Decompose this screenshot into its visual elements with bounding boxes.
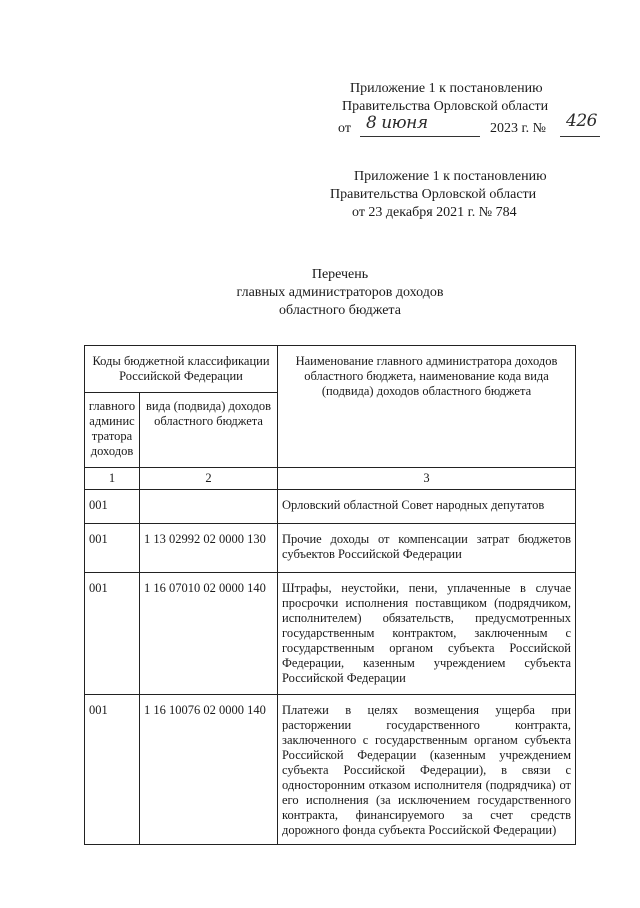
annex-previous-line1: Приложение 1 к постановлению	[354, 169, 547, 184]
annex-previous-block	[330, 168, 600, 222]
row-name: Орловский областной Совет народных депутатов	[278, 490, 576, 524]
col-number-3: 3	[278, 468, 576, 490]
header-admin: главного админис тратора доходов	[85, 393, 140, 468]
handwritten-date: 8 июня	[366, 113, 428, 133]
row-admin-code: 001	[85, 695, 140, 845]
row-income-code: 1 13 02992 02 0000 130	[140, 524, 278, 573]
col-number-1: 1	[85, 468, 140, 490]
col-number-2: 2	[140, 468, 278, 490]
row-admin-code: 001	[85, 490, 140, 524]
number-underline	[560, 136, 600, 137]
annex-current-line1: Приложение 1 к постановлению	[350, 81, 543, 96]
annex-current-line2: Правительства Орловской области	[342, 99, 549, 114]
row-income-code	[140, 490, 278, 524]
table-header-row	[85, 346, 576, 393]
column-numbers-row	[85, 468, 576, 490]
title-line1: Перечень	[311, 267, 369, 282]
row-admin-code: 001	[85, 524, 140, 573]
date-prefix: от	[338, 121, 351, 136]
table-row	[85, 573, 576, 695]
table-row	[85, 695, 576, 845]
annex-previous-line2: Правительства Орловской области	[330, 187, 537, 202]
row-income-code: 1 16 07010 02 0000 140	[140, 573, 278, 695]
year-and-number-label: 2023 г. №	[490, 121, 547, 136]
annex-current-date-line	[338, 111, 598, 140]
title-line2: главных администраторов доходов	[236, 285, 444, 300]
table-row	[85, 490, 576, 524]
administrators-table	[84, 345, 576, 845]
header-name: Наименование главного администратора доходов областного бюджета, наименование кода вида (подвида) доходов областного бюджета	[278, 346, 576, 468]
row-admin-code: 001	[85, 573, 140, 695]
row-name: Штрафы, неустойки, пени, уплаченные в случае просрочки исполнения поставщиком (подрядчиком, исполнителем) обязательств, предусмотренных государственным контрактом, заключенным с государственным органом субъекта Российской Федерации, казенным учреждением субъекта Российской Федерации	[278, 573, 576, 695]
document-title	[170, 266, 510, 320]
row-name: Платежи в целях возмещения ущерба при расторжении государственного контракта, заключенного с государственным органом субъекта Российской Федерации (казенным учреждением субъекта Российской Федерации), в связи с односторонним отказом исполнителя (подрядчика) от его исполнения (за исключением государственного контракта, финансируемого за счет средств дорожного фонда субъекта Российской Федерации)	[278, 695, 576, 845]
date-underline	[360, 136, 480, 137]
table-row	[85, 524, 576, 573]
header-codes: Коды бюджетной классификации Российской Федерации	[85, 346, 278, 393]
annex-previous-line3: от 23 декабря 2021 г. № 784	[352, 205, 517, 220]
title-line3: областного бюджета	[279, 303, 401, 318]
row-name: Прочие доходы от компенсации затрат бюджетов субъектов Российской Федерации	[278, 524, 576, 573]
handwritten-number: 426	[566, 111, 597, 131]
annex-current-block	[338, 80, 598, 140]
header-type: вида (подвида) доходов областного бюджета	[140, 393, 278, 468]
row-income-code: 1 16 10076 02 0000 140	[140, 695, 278, 845]
